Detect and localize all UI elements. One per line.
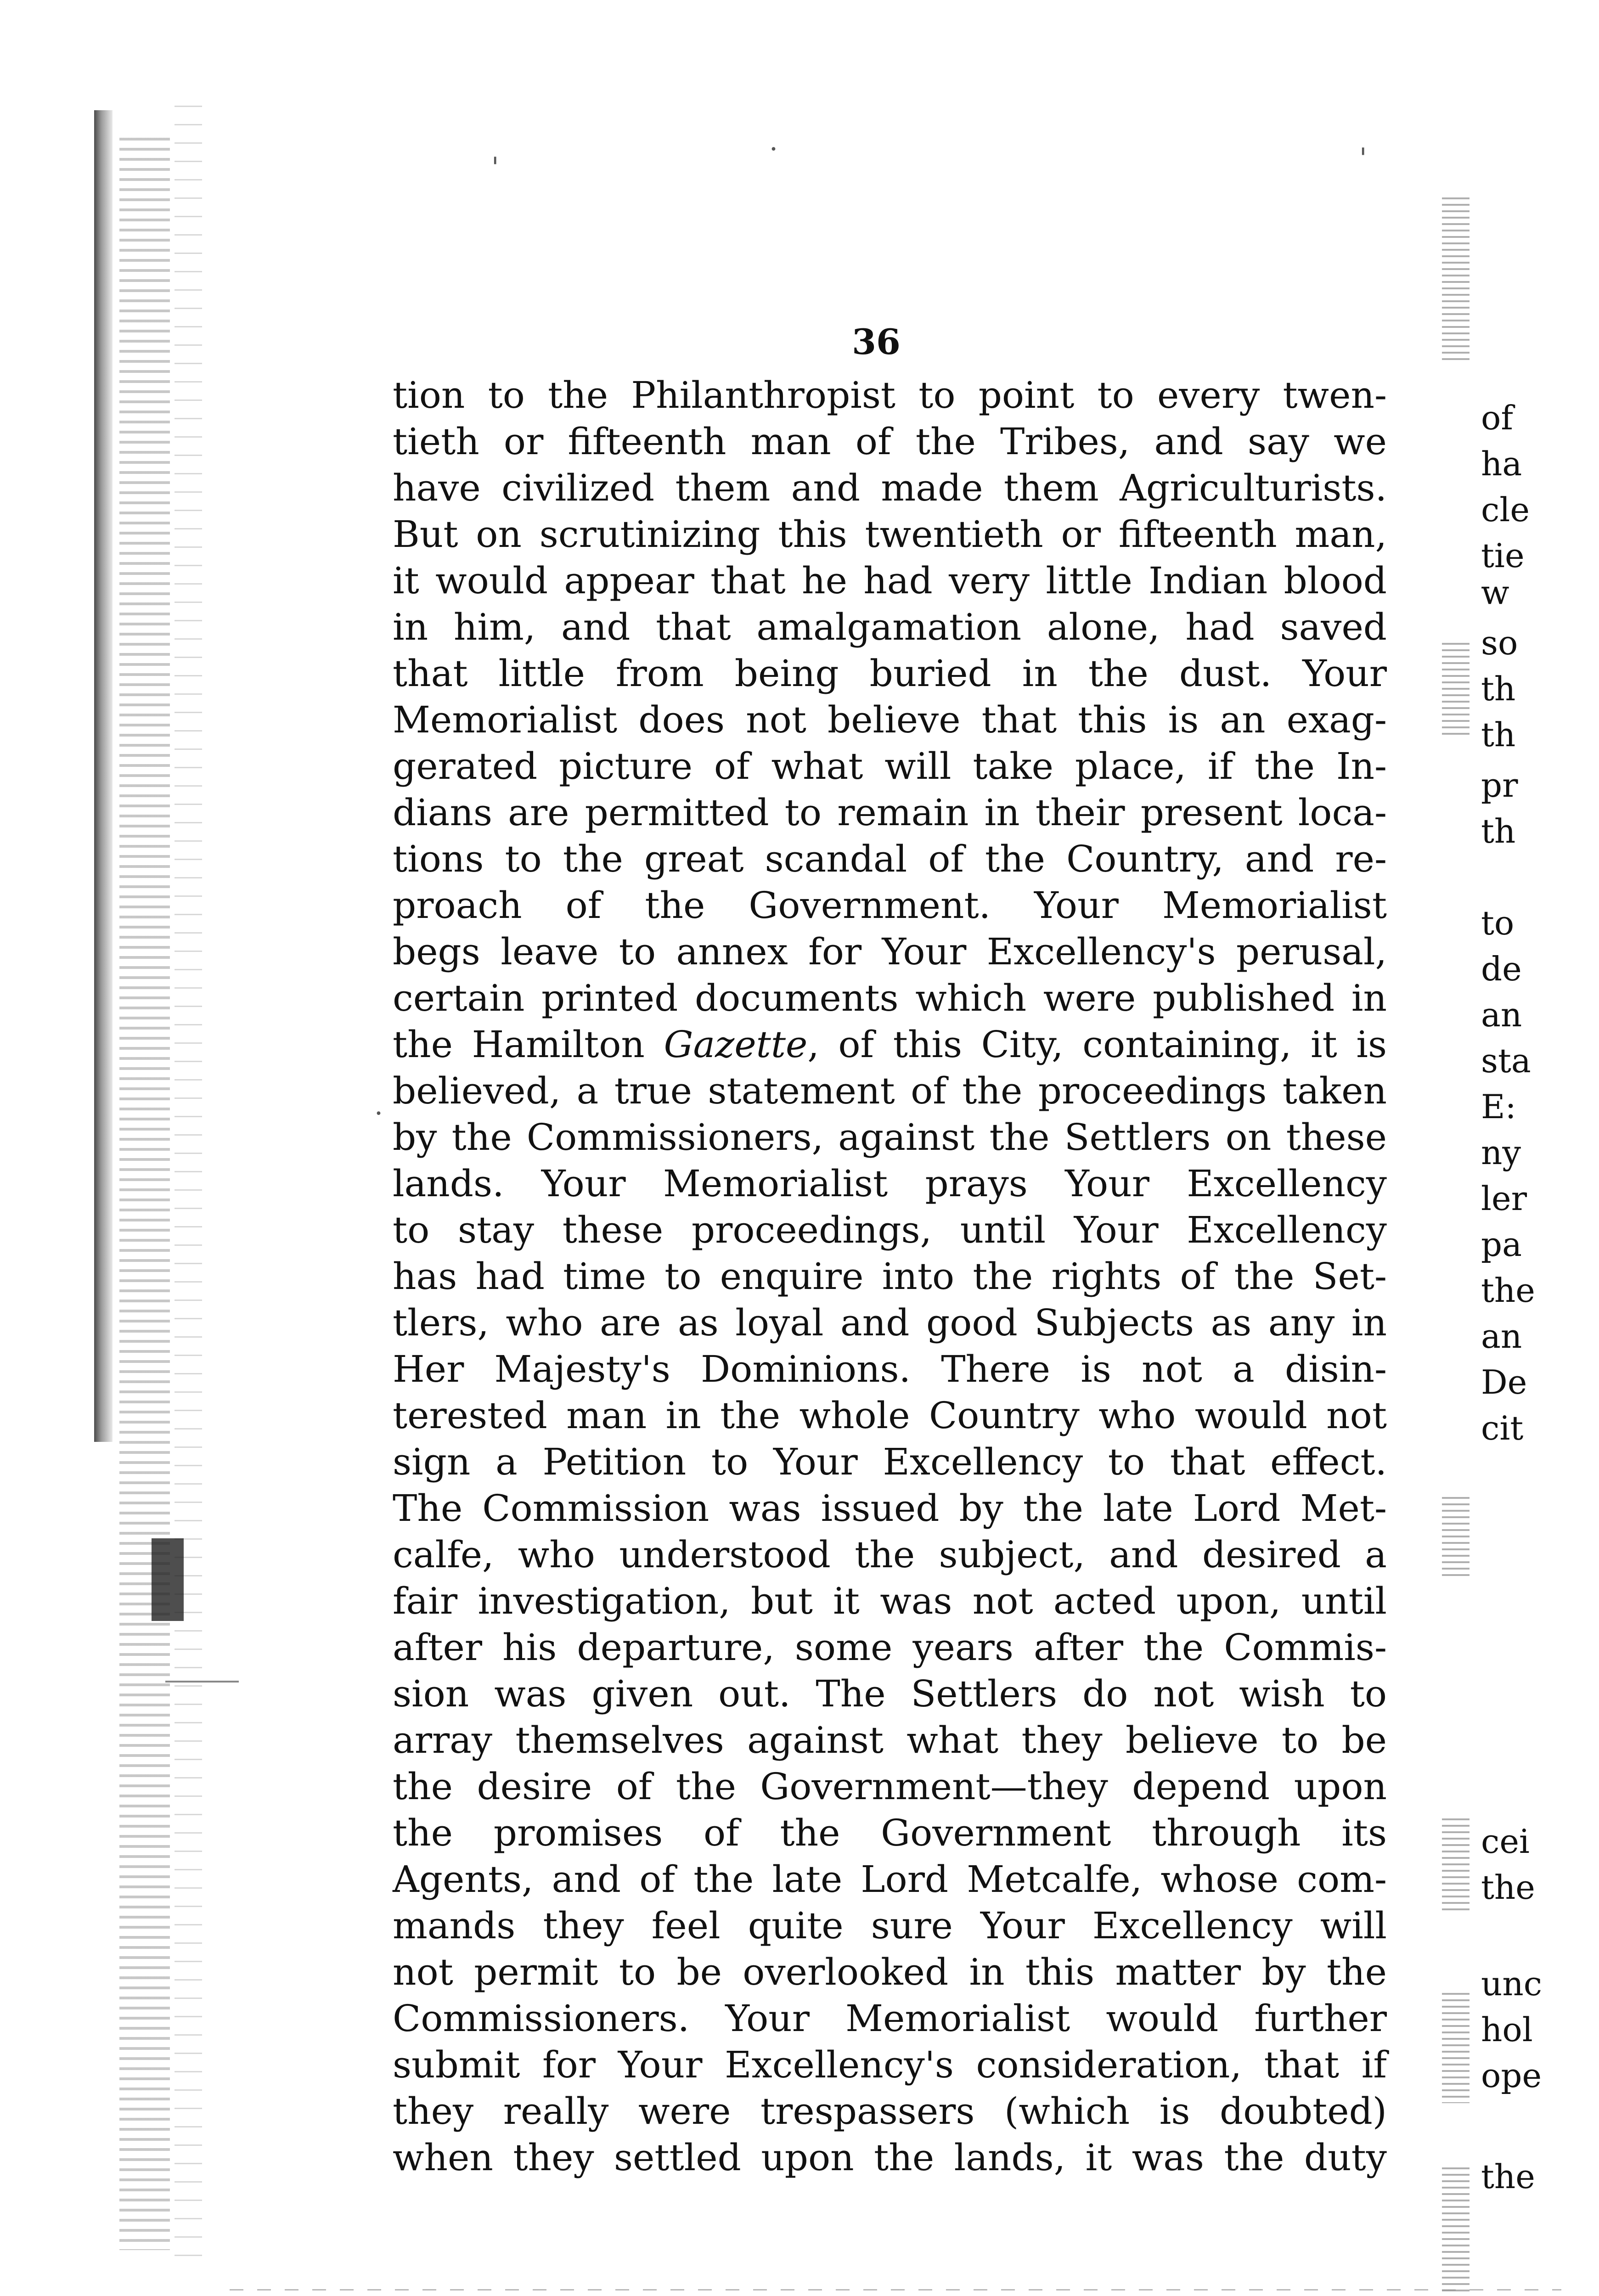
fragment: an [1481,1317,1522,1356]
fragment: de [1481,950,1522,988]
fragment: tie [1481,536,1525,575]
text-line: tions to the great scandal of the Country, and re- [393,838,1387,880]
page-number: 36 [852,321,901,362]
fragment: w [1481,573,1509,612]
fragment: ope [1481,2056,1542,2095]
text-line: sign a Petition to Your Excellency to that effect. [393,1441,1387,1483]
fragment: cle [1481,490,1530,529]
fragment: so [1481,624,1518,662]
text-line: tieth or fifteenth man of the Tribes, and say we [393,420,1387,463]
text-line: Commissioners. Your Memorialist would further [393,1997,1387,2040]
fragment: th [1481,715,1516,754]
text-line: submit for Your Excellency's consideration, that if [393,2043,1387,2086]
fragment: to [1481,904,1515,942]
gutter-noise [1442,1818,1470,1910]
text-line: But on scrutinizing this twentieth or fifteenth man, [393,513,1387,556]
text-line: array themselves against what they believe to be [393,1719,1387,1761]
newspaper-title: Gazette [664,1023,808,1066]
fragment: pr [1481,766,1518,805]
stray-mark: ' [491,152,499,184]
fragment: unc [1481,1964,1543,2003]
text-line: have civilized them and made them Agriculturists. [393,467,1387,509]
fragment: ha [1481,445,1522,483]
text-line: sion was given out. The Settlers do not wish to [393,1672,1387,1715]
text-line: tlers, who are as loyal and good Subjects as any in [393,1301,1387,1344]
text-line: tion to the Philanthropist to point to every twen- [393,374,1387,416]
text-line: Agents, and of the late Lord Metcalfe, whose com- [393,1858,1387,1901]
text-line: lands. Your Memorialist prays Your Excellency [393,1162,1387,1205]
text-line: mands they feel quite sure Your Excellency will [393,1904,1387,1947]
fragment: De [1481,1363,1527,1401]
fragment: hol [1481,2010,1533,2049]
stray-mark: ' [1359,142,1367,174]
fragment: ler [1481,1179,1527,1218]
fragment: ny [1481,1133,1521,1172]
text-line: they really were trespassers (which is doubted) [393,2090,1387,2133]
fragment: of [1481,399,1513,437]
text-line: the Hamilton Gazette, of this City, containing, it is [393,1023,1387,1066]
text-line: the desire of the Government—they depend upon [393,1765,1387,1808]
fragment: th [1481,812,1516,850]
text-line: it would appear that he had very little Indian blood [393,559,1387,602]
fragment: the [1481,2157,1535,2196]
fragment: an [1481,996,1522,1034]
gutter-noise [1442,197,1470,363]
gutter-noise [1442,1993,1470,2103]
gutter-noise [1442,643,1470,735]
fragment: cei [1481,1822,1530,1861]
fragment: E: [1481,1087,1516,1126]
text-line: fair investigation, but it was not acted upon, until [393,1580,1387,1622]
gutter-noise [1442,2167,1470,2296]
fragment: pa [1481,1225,1522,1264]
text-line: after his departure, some years after the Commis- [393,1626,1387,1669]
bottom-rule [230,2289,1561,2290]
text-line: certain printed documents which were published in [393,977,1387,1019]
adjacent-page-fragments [1481,0,1599,2296]
text-line: proach of the Government. Your Memorialist [393,884,1387,927]
text-line: to stay these proceedings, until Your Excellency [393,1209,1387,1251]
text-line: the promises of the Government through its [393,1812,1387,1854]
stray-mark: · [374,1097,383,1130]
fragment: cit [1481,1409,1524,1447]
gutter-noise [1442,1497,1470,1580]
text-line: calfe, who understood the subject, and desired a [393,1533,1387,1576]
text-line: terested man in the whole Country who would not [393,1394,1387,1437]
fragment: sta [1481,1041,1531,1080]
text-line: by the Commissioners, against the Settlers on these [393,1116,1387,1159]
text-line: in him, and that amalgamation alone, had saved [393,606,1387,648]
text-line: has had time to enquire into the rights of the Set- [393,1255,1387,1298]
text-line: gerated picture of what will take place, if the In- [393,745,1387,788]
page-body [393,372,1387,2181]
fragment: the [1481,1271,1535,1310]
fragment: th [1481,670,1516,708]
text-line: Her Majesty's Dominions. There is not a disin- [393,1348,1387,1390]
text-line: believed, a true statement of the proceedings taken [393,1069,1387,1112]
text-line: dians are permitted to remain in their present loca- [393,791,1387,834]
text-line: begs leave to annex for Your Excellency's perusal, [393,930,1387,973]
text-line: that little from being buried in the dust. Your [393,652,1387,695]
text-line: The Commission was issued by the late Lord Met- [393,1487,1387,1530]
text-line: when they settled upon the lands, it was the duty [393,2136,1387,2179]
fragment: the [1481,1868,1535,1907]
text-line: not permit to be overlooked in this matter by the [393,1951,1387,1993]
stray-mark: · [769,133,778,165]
text-line: Memorialist does not believe that this is an exag- [393,698,1387,741]
